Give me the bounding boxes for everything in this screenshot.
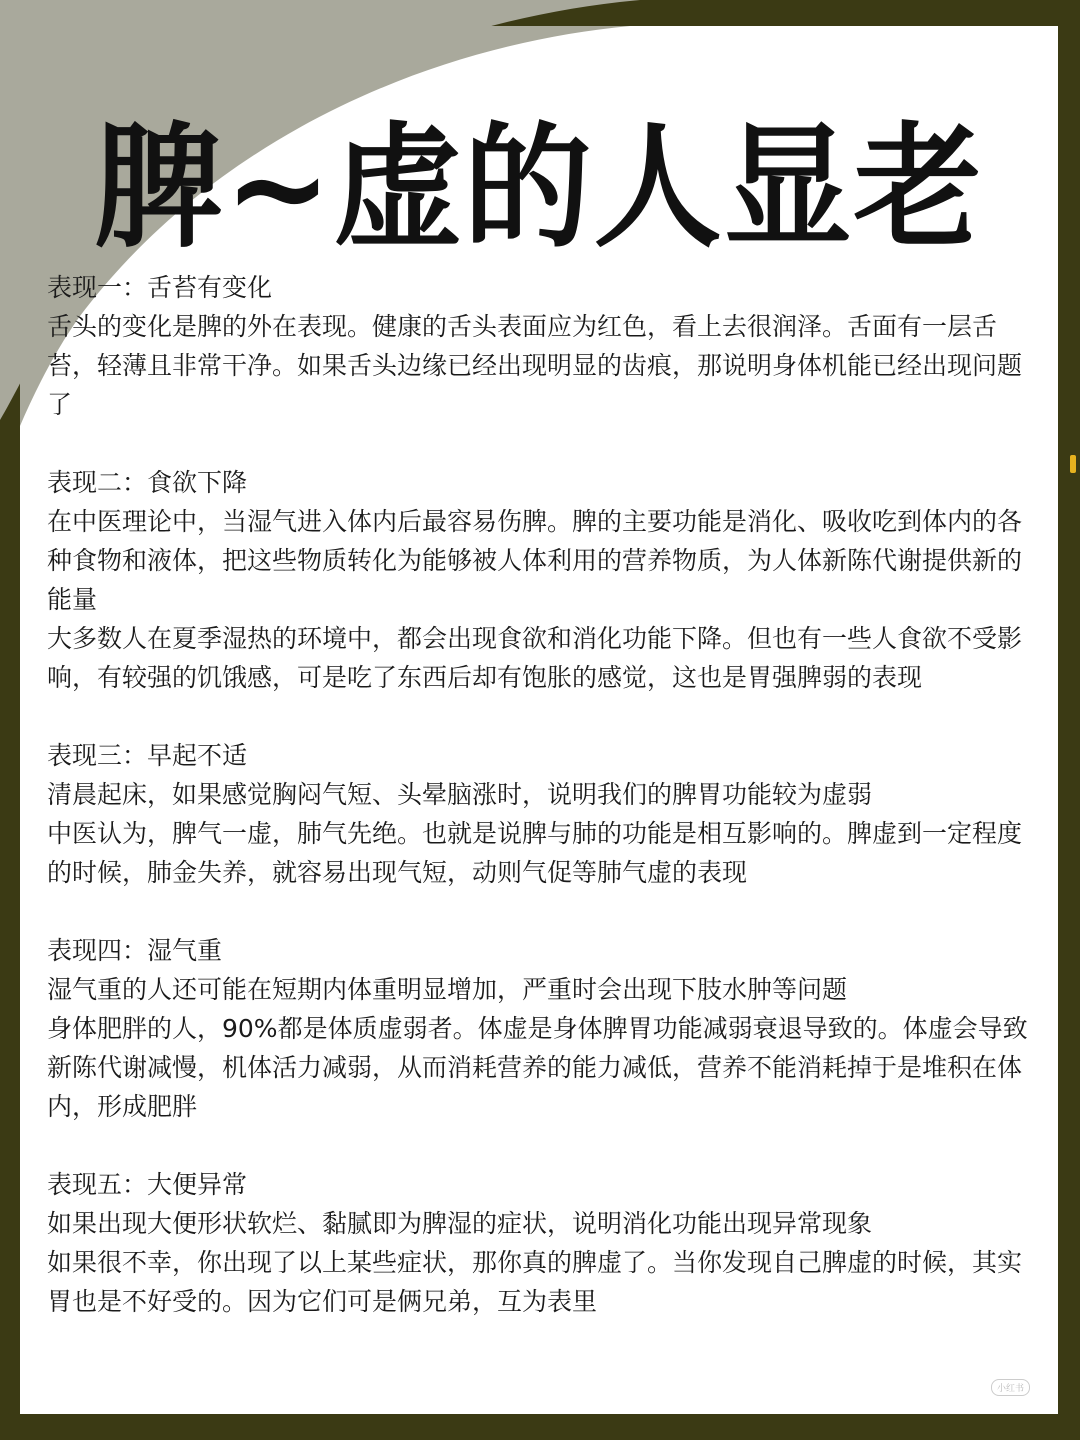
section-2 [47, 463, 1037, 697]
side-marker [1070, 455, 1076, 473]
section-paragraph: 身体肥胖的人，90%都是体质虚弱者。体虚是身体脾胃功能减弱衰退导致的。体虚会导致新陈代谢减慢，机体活力减弱，从而消耗营养的能力减低，营养不能消耗掉于是堆积在体内，形成肥胖 [47, 1014, 1028, 1121]
section-paragraph: 如果很不幸，你出现了以上某些症状，那你真的脾虚了。当你发现自己脾虚的时候，其实胃也是不好受的。因为它们可是俩兄弟，互为表里 [47, 1248, 1023, 1316]
section-heading: 表现五：大便异常 [47, 1170, 248, 1199]
section-paragraph: 如果出现大便形状软烂、黏腻即为脾湿的症状，说明消化功能出现异常现象 [47, 1209, 873, 1238]
section-heading: 表现一：舌苔有变化 [47, 273, 273, 302]
section-heading: 表现二：食欲下降 [47, 468, 248, 497]
section-paragraph: 舌头的变化是脾的外在表现。健康的舌头表面应为红色，看上去很润泽。舌面有一层舌苔，轻薄且非常干净。如果舌头边缘已经出现明显的齿痕，那说明身体机能已经出现问题了 [47, 312, 1023, 419]
section-paragraph: 大多数人在夏季湿热的环境中，都会出现食欲和消化功能下降。但也有一些人食欲不受影响，有较强的饥饿感，可是吃了东西后却有饱胀的感觉，这也是胃强脾弱的表现 [47, 624, 1023, 692]
section-heading: 表现四：湿气重 [47, 936, 223, 965]
section-3 [47, 736, 1037, 892]
section-paragraph: 清晨起床，如果感觉胸闷气短、头晕脑涨时，说明我们的脾胃功能较为虚弱 [47, 780, 873, 809]
section-5 [47, 1165, 1037, 1321]
section-heading: 表现三：早起不适 [47, 741, 248, 770]
watermark-logo: 小红书 [991, 1379, 1030, 1396]
section-1 [47, 268, 1037, 424]
content-card [20, 26, 1058, 1414]
section-paragraph: 在中医理论中，当湿气进入体内后最容易伤脾。脾的主要功能是消化、吸收吃到体内的各种食物和液体，把这些物质转化为能够被人体利用的营养物质，为人体新陈代谢提供新的能量 [47, 507, 1023, 614]
section-4 [47, 931, 1037, 1126]
page-title: 脾~虚的人显老 [94, 110, 984, 267]
article-body [47, 268, 1037, 1360]
section-paragraph: 中医认为，脾气一虚，肺气先绝。也就是说脾与肺的功能是相互影响的。脾虚到一定程度的时候，肺金失养，就容易出现气短，动则气促等肺气虚的表现 [47, 819, 1023, 887]
section-paragraph: 湿气重的人还可能在短期内体重明显增加，严重时会出现下肢水肿等问题 [47, 975, 848, 1004]
